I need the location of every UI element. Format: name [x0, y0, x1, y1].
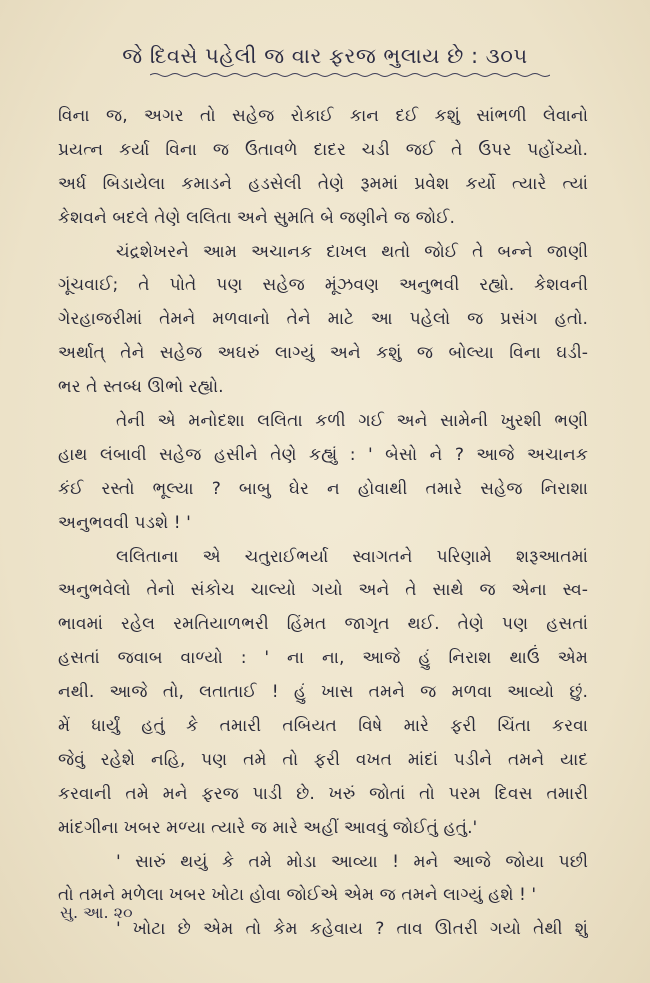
text-line: તો તમને મળેલા ખબર ખોટા હોવા જોઈએ એમ જ તમને લાગ્યું હશે ! ' [58, 885, 537, 906]
header-wavy-rule [150, 72, 550, 78]
text-line: ભાવમાં રહેલ રમતિયાળભરી હિંમત જાગૃત થઈ. તેણે પણ હસતાં [58, 614, 588, 635]
text-line: માંદગીના ખબર મળ્યા ત્યારે જ મારે અહીં આવવું જોઈતું હતું.' [58, 817, 478, 838]
text-line: હાથ લંબાવી સહેજ હસીને તેણે કહ્યું : ' બેસો ને ? આજે અચાનક [58, 444, 588, 465]
text-line: તેની એ મનોદશા લલિતા કળી ગઈ અને સામેની ખુરશી ભણી [116, 411, 588, 432]
text-line: નથી. આજે તો, લતાતાઈ ! હું ખાસ તમને જ મળવા આવ્યો છું. [58, 682, 588, 703]
text-line: વિના જ, અગર તો સહેજ રોકાઈ કાન દઈ કશું સાંભળી લેવાનો [58, 106, 588, 126]
text-line: ' ખોટા છે એમ તો કેમ કહેવાય ? તાવ ઊતરી ગયો તેથી શું [116, 919, 588, 940]
text-line: ગૂંચવાઈ; તે પોતે પણ સહેજ મૂંઝવણ અનુભવી રહ્યો. કેશવની [58, 275, 588, 296]
text-line: અનુભવવી પડશે ! ' [58, 512, 191, 533]
text-line: કરવાની તમે મને ફરજ પાડી છે. ખરું જોતાં તો પરમ દિવસ તમારી [58, 783, 588, 804]
body-text [58, 100, 588, 947]
text-line: પ્રયત્ન કર્યા વિના જ ઉતાવળે દાદર ચડી જઈ તે ઉપર પહોંચ્યો. [58, 139, 588, 160]
signature-mark: સુ. આ. ૨૦ [60, 903, 133, 922]
text-line: ચંદ્રશેખરને આમ અચાનક દાખલ થતો જોઈ તે બન્ને જાણી [116, 241, 588, 262]
text-line: જેવું રહેશે નહિ, પણ તમે તો ફરી વખત માંદાં પડીને તમને યાદ [58, 749, 588, 770]
text-line: ગેરહાજરીમાં તેમને મળવાનો તેને માટે આ પહેલો જ પ્રસંગ હતો. [58, 309, 588, 330]
text-line: કંઈ રસ્તો ભૂલ્યા ? બાબુ ઘેર ન હોવાથી તમારે સહેજ નિરાશા [58, 478, 588, 499]
text-line: મેં ધાર્યું હતું કે તમારી તબિયત વિષે મારે ફરી ચિંતા કરવા [58, 716, 588, 737]
text-line: અનુભવેલો તેનો સંકોચ ચાલ્યો ગયો અને તે સાથે જ એના સ્વ- [58, 580, 588, 601]
text-line: લલિતાના એ ચતુરાઈભર્યા સ્વાગતને પરિણામે શરૂઆતમાં [116, 546, 588, 567]
text-line: ભર તે સ્તબ્ધ ઊભો રહ્યો. [58, 377, 224, 398]
text-line: અર્ધ બિડાયેલા કમાડને હડસેલી તેણે રૂમમાં પ્રવેશ કર્યો ત્યારે ત્યાં [58, 173, 588, 194]
running-header: જે દિવસે પહેલી જ વાર ફરજ ભુલાય છે : ૩૦૫ [122, 44, 528, 68]
text-line: કેશવને બદલે તેણે લલિતા અને સુમતિ બે જણીને જ જોઈ. [58, 207, 455, 228]
text-line: અર્થાત્ તેને સહેજ અઘરું લાગ્યું અને કશું જ બોલ્યા વિના ઘડી- [58, 343, 588, 364]
text-line: હસતાં જવાબ વાળ્યો : ' ના ના, આજે હું નિરાશ થાઉં એમ [58, 648, 588, 669]
text-line: ' સારું થયું કે તમે મોડા આવ્યા ! મને આજે જોયા પછી [116, 851, 588, 872]
